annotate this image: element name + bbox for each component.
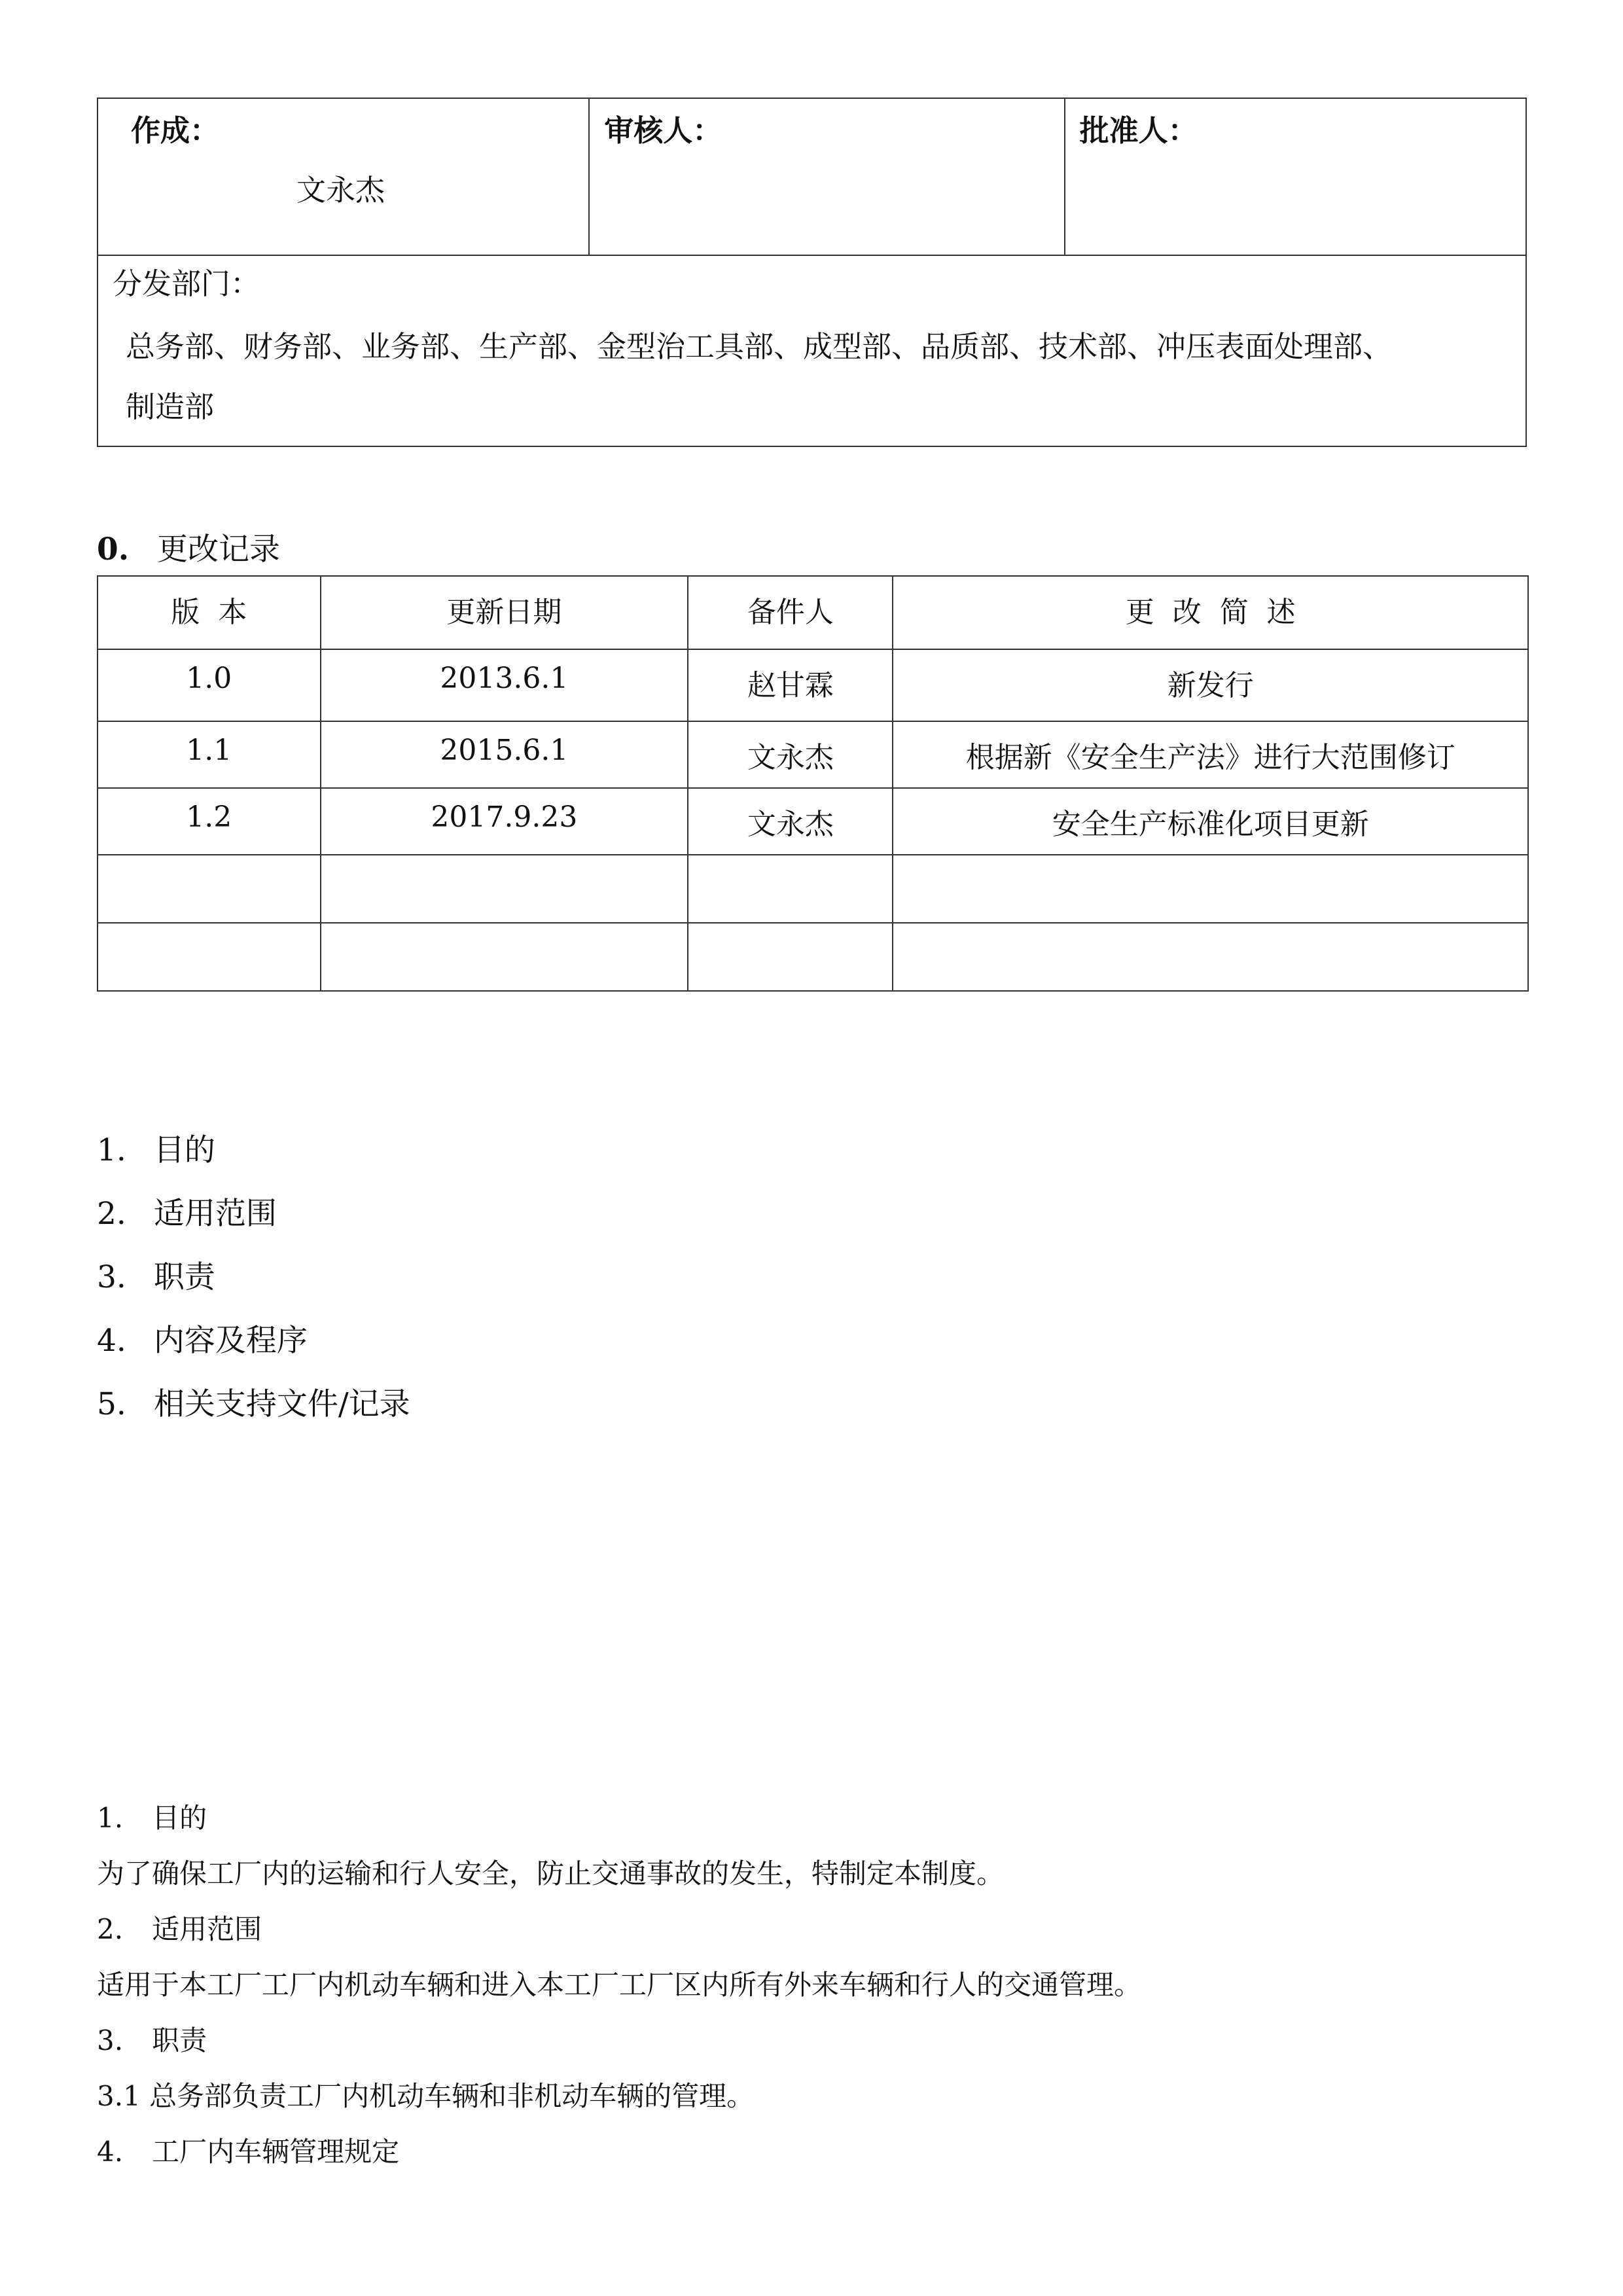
version-cell: 1.2 bbox=[98, 788, 321, 855]
header-summary: 更 改 简 述 bbox=[893, 576, 1528, 649]
table-row bbox=[98, 923, 1528, 991]
change-record-number: 0. bbox=[97, 531, 130, 567]
toc-item: 5. 相关支持文件/记录 bbox=[97, 1386, 410, 1422]
reviewer-label: 审核人： bbox=[604, 113, 722, 148]
summary-cell: 新发行 bbox=[893, 649, 1528, 721]
distribution-departments-cont: 制造部 bbox=[126, 389, 215, 424]
header-date: 更新日期 bbox=[321, 576, 688, 649]
person-cell bbox=[688, 923, 893, 991]
table-row bbox=[98, 649, 1528, 721]
section-heading: 3. 职责 bbox=[97, 2024, 207, 2056]
toc-item: 2. 适用范围 bbox=[97, 1196, 277, 1232]
approver-cell bbox=[1065, 98, 1526, 255]
approver-label: 批准人： bbox=[1079, 113, 1198, 148]
section-text: 3.1 总务部负责工厂内机动车辆和非机动车辆的管理。 bbox=[97, 2080, 755, 2112]
signature-table bbox=[97, 98, 1527, 447]
change-record-heading bbox=[97, 525, 280, 569]
person-cell: 文永杰 bbox=[688, 721, 893, 788]
distribution-cell bbox=[98, 255, 1526, 446]
change-record-table bbox=[97, 575, 1529, 992]
section-heading: 1. 目的 bbox=[97, 1802, 207, 1834]
person-cell bbox=[688, 855, 893, 923]
section-heading: 2. 适用范围 bbox=[97, 1913, 262, 1945]
table-row bbox=[98, 855, 1528, 923]
date-cell: 2015.6.1 bbox=[321, 721, 688, 788]
version-cell bbox=[98, 855, 321, 923]
section-text: 为了确保工厂内的运输和行人安全，防止交通事故的发生，特制定本制度。 bbox=[97, 1857, 1005, 1890]
header-version: 版 本 bbox=[98, 576, 321, 649]
version-cell: 1.1 bbox=[98, 721, 321, 788]
change-record-title: 更改记录 bbox=[157, 531, 281, 567]
author-name: 文永杰 bbox=[296, 173, 385, 207]
version-cell: 1.0 bbox=[98, 649, 321, 721]
distribution-label: 分发部门： bbox=[113, 266, 260, 301]
toc-item: 1. 目的 bbox=[97, 1132, 215, 1168]
table-row bbox=[98, 721, 1528, 788]
summary-cell: 根据新《安全生产法》进行大范围修订 bbox=[893, 721, 1528, 788]
date-cell bbox=[321, 923, 688, 991]
version-cell bbox=[98, 923, 321, 991]
date-cell: 2017.9.23 bbox=[321, 788, 688, 855]
distribution-departments: 总务部、财务部、业务部、生产部、金型治工具部、成型部、品质部、技术部、冲压表面处理部、 bbox=[126, 329, 1393, 364]
person-cell: 赵甘霖 bbox=[688, 649, 893, 721]
table-header-row bbox=[98, 576, 1528, 649]
author-label: 作成： bbox=[131, 113, 220, 148]
section-text: 适用于本工厂工厂内机动车辆和进入本工厂工厂区内所有外来车辆和行人的交通管理。 bbox=[97, 1969, 1142, 2001]
date-cell: 2013.6.1 bbox=[321, 649, 688, 721]
summary-cell bbox=[893, 855, 1528, 923]
person-cell: 文永杰 bbox=[688, 788, 893, 855]
toc-item: 4. 内容及程序 bbox=[97, 1323, 308, 1359]
date-cell bbox=[321, 855, 688, 923]
toc-item: 3. 职责 bbox=[97, 1259, 215, 1295]
summary-cell: 安全生产标准化项目更新 bbox=[893, 788, 1528, 855]
header-person: 备件人 bbox=[688, 576, 893, 649]
author-cell bbox=[98, 98, 589, 255]
reviewer-cell bbox=[589, 98, 1064, 255]
summary-cell bbox=[893, 923, 1528, 991]
table-row bbox=[98, 788, 1528, 855]
section-heading: 4. 工厂内车辆管理规定 bbox=[97, 2136, 400, 2168]
